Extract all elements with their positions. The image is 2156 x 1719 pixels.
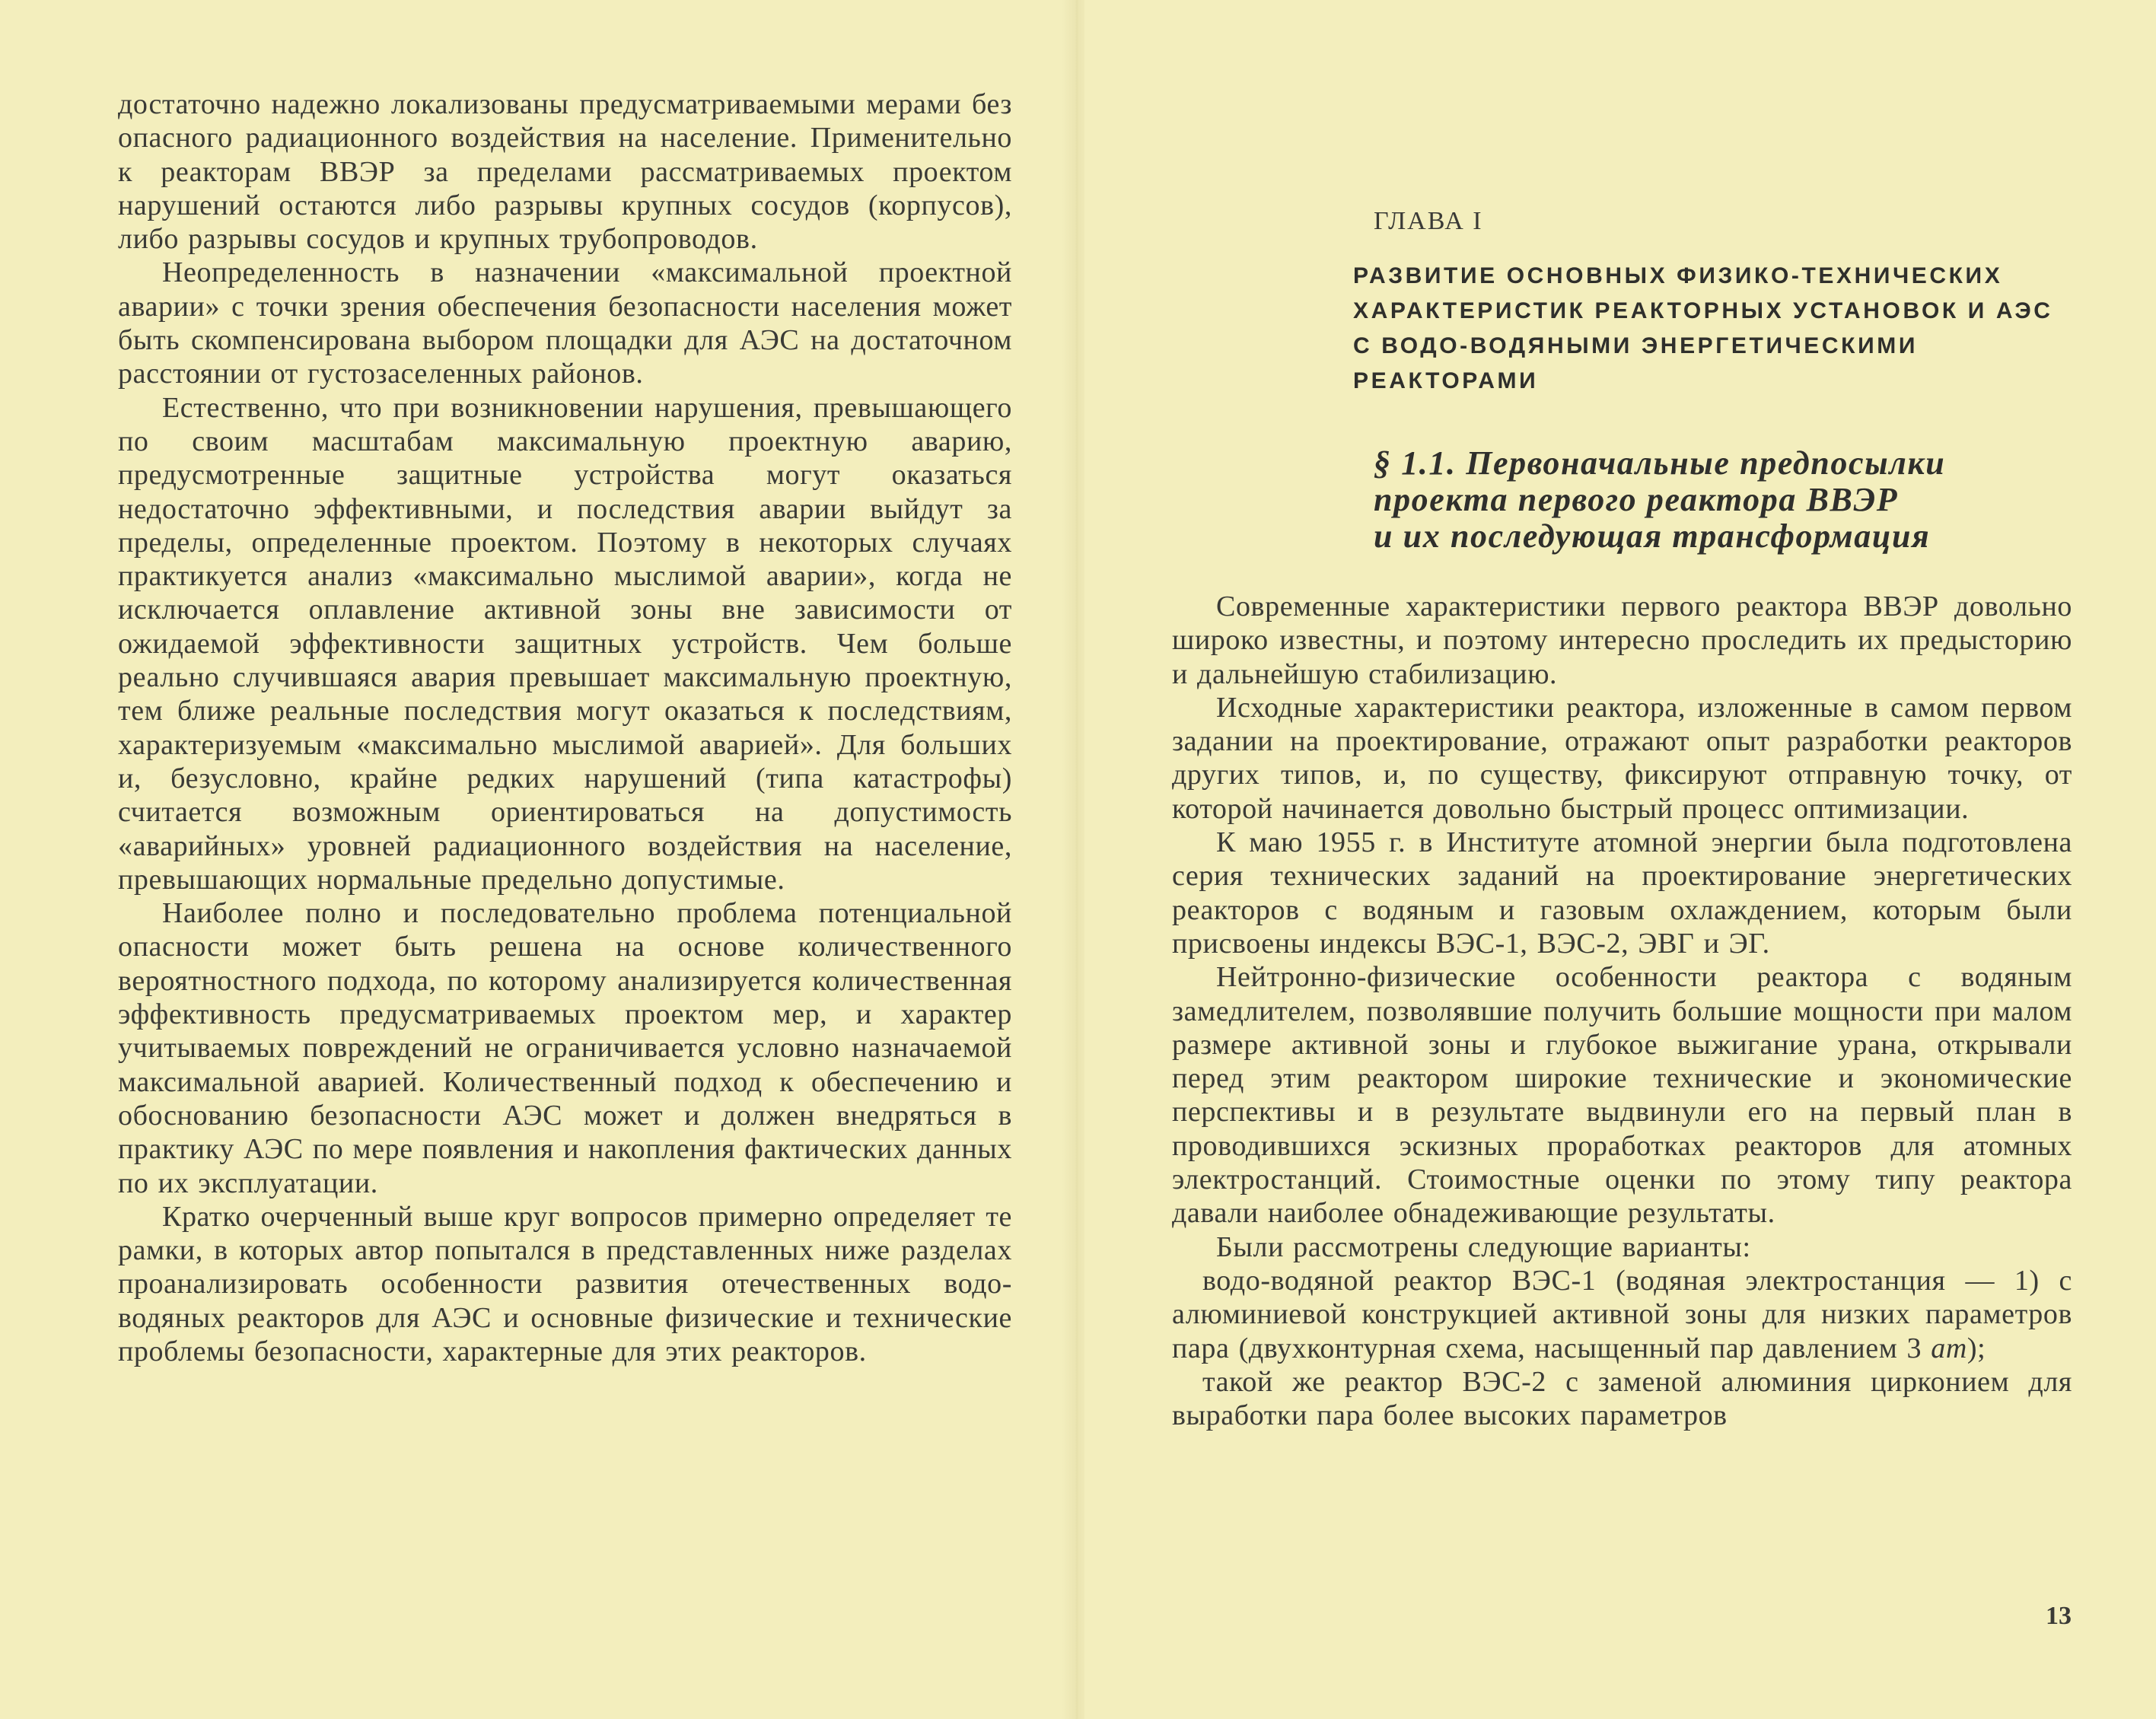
left-paragraph-3: Естественно, что при возникновении нарушения, превышающего по своим масштабам максимальную проектную аварию, предусмотренные защитные устройства могут оказаться недостаточно эффективными, и последствия аварии выйдут за пределы, определенные проектом. Поэтому в некоторых случаях практикуется анализ «максимально мыслимой аварии», когда не исключается оплавление активной зоны вне зависимости от ожидаемой эффективности защитных устройств. Чем больше реально случившаяся авария превышает максимальную проектную, тем ближе реальные последствия могут оказаться к последствиям, характеризуемым «максимально мыслимой аварией». Для больших и, безусловно, крайне редких нарушений (типа катастрофы) считается возможным ориентироваться на допустимость «аварийных» уровней радиационного воздействия на население, превышающих нормальные предельно допустимые.: [118, 391, 1012, 896]
variant-item-1-text: водо-водяной реактор ВЭС-1 (водяная электростанция — 1) с алюминиевой конструкцией активной зоны для низких параметров пара (двухконтурная схема, насыщенный пар давлением 3: [1172, 1264, 2072, 1364]
variant-item-1-end: );: [1967, 1332, 1986, 1364]
section-title: [1374, 445, 2059, 555]
right-paragraph-4: Нейтронно-физические особенности реактора с водяным замедлителем, позволявшие получить большие мощности при малом размере активной зоны и глубокое выжигание урана, открывали перед этим реактором широкие технические и экономические перспективы и в результате выдвинули его на первый план в проводившихся эскизных проработках реакторов для атомных электростанций. Стоимостные оценки по этому типу реактора давали наиболее обнадеживающие результаты.: [1172, 961, 2072, 1230]
left-paragraph-1: достаточно надежно локализованы предусматриваемыми мерами без опасного радиационного воздействия на население. Применительно к реакторам ВВЭР за пределами рассматриваемых проектом нарушений остаются либо разрывы крупных сосудов (корпусов), либо разрывы сосудов и крупных трубопроводов.: [118, 88, 1012, 256]
right-paragraph-1: Современные характеристики первого реактора ВВЭР довольно широко известны, и поэтому интересно проследить их предысторию и дальнейшую стабилизацию.: [1172, 591, 2072, 690]
left-page-text: [118, 88, 1012, 1368]
right-paragraph-3: К маю 1955 г. в Институте атомной энергии была подготовлена серия технических заданий на проектирование энергетических реакторов с водяным и газовым охлаждением, которым были присвоены индексы ВЭС-1, ВЭС-2, ЭВГ и ЭГ.: [1172, 826, 2072, 960]
variant-item-2-text: такой же реактор ВЭС-2 с заменой алюминия цирконием для выработки пара более высоких параметров: [1172, 1365, 2072, 1432]
chapter-label: ГЛАВА I: [1374, 207, 1483, 235]
right-page-text: [1172, 590, 2072, 1432]
left-page: [0, 0, 1069, 1719]
variant-item-2: [1172, 1365, 2072, 1433]
page-number: 13: [2046, 1602, 2072, 1630]
section-title-line-1: § 1.1. Первоначальные предпосылки: [1374, 444, 1946, 482]
right-paragraph-2: Исходные характеристики реактора, изложенные в самом первом задании на проектирование, отражают опыт разработки реакторов других типов, и, по существу, фиксируют отправную точку, от которой начинается довольно быстрый процесс оптимизации.: [1172, 691, 2072, 825]
left-paragraph-5: Кратко очерченный выше круг вопросов примерно определяет те рамки, в которых автор попытался в представленных ниже разделах проанализировать особенности развития отечественных водо-водяных реакторов для АЭС и основные физические и технические проблемы безопасности, характерные для этих реакторов.: [118, 1200, 1012, 1367]
section-title-line-3: и их последующая трансформация: [1374, 517, 1931, 555]
right-paragraph-5: Были рассмотрены следующие варианты:: [1216, 1230, 1751, 1263]
variant-item-1: [1172, 1264, 2072, 1365]
section-title-line-2: проекта первого реактора ВВЭР: [1374, 481, 1899, 518]
chapter-title: РАЗВИТИЕ ОСНОВНЫХ ФИЗИКО-ТЕХНИЧЕСКИХ ХАРАКТЕРИСТИК РЕАКТОРНЫХ УСТАНОВОК И АЭС С ВОДО-ВОДЯНЫМИ ЭНЕРГЕТИЧЕСКИМИ РЕАКТОРАМИ: [1353, 263, 2053, 393]
pressure-unit: ат: [1931, 1332, 1967, 1364]
left-paragraph-2: Неопределенность в назначении «максимальной проектной аварии» с точки зрения обеспечения безопасности населения может быть скомпенсирована выбором площадки для АЭС на достаточном расстоянии от густозаселенных районов.: [118, 256, 1012, 390]
left-paragraph-4: Наиболее полно и последовательно проблема потенциальной опасности может быть решена на основе количественного вероятностного подхода, по которому анализируется количественная эффективность предусматриваемых проектом мер, и характер учитываемых повреждений не ограничивается условно назначаемой максимальной аварией. Количественный подход к обеспечению и обоснованию безопасности АЭС может и должен внедряться в практику АЭС по мере появления и накопления фактических данных по их эксплуатации.: [118, 897, 1012, 1199]
